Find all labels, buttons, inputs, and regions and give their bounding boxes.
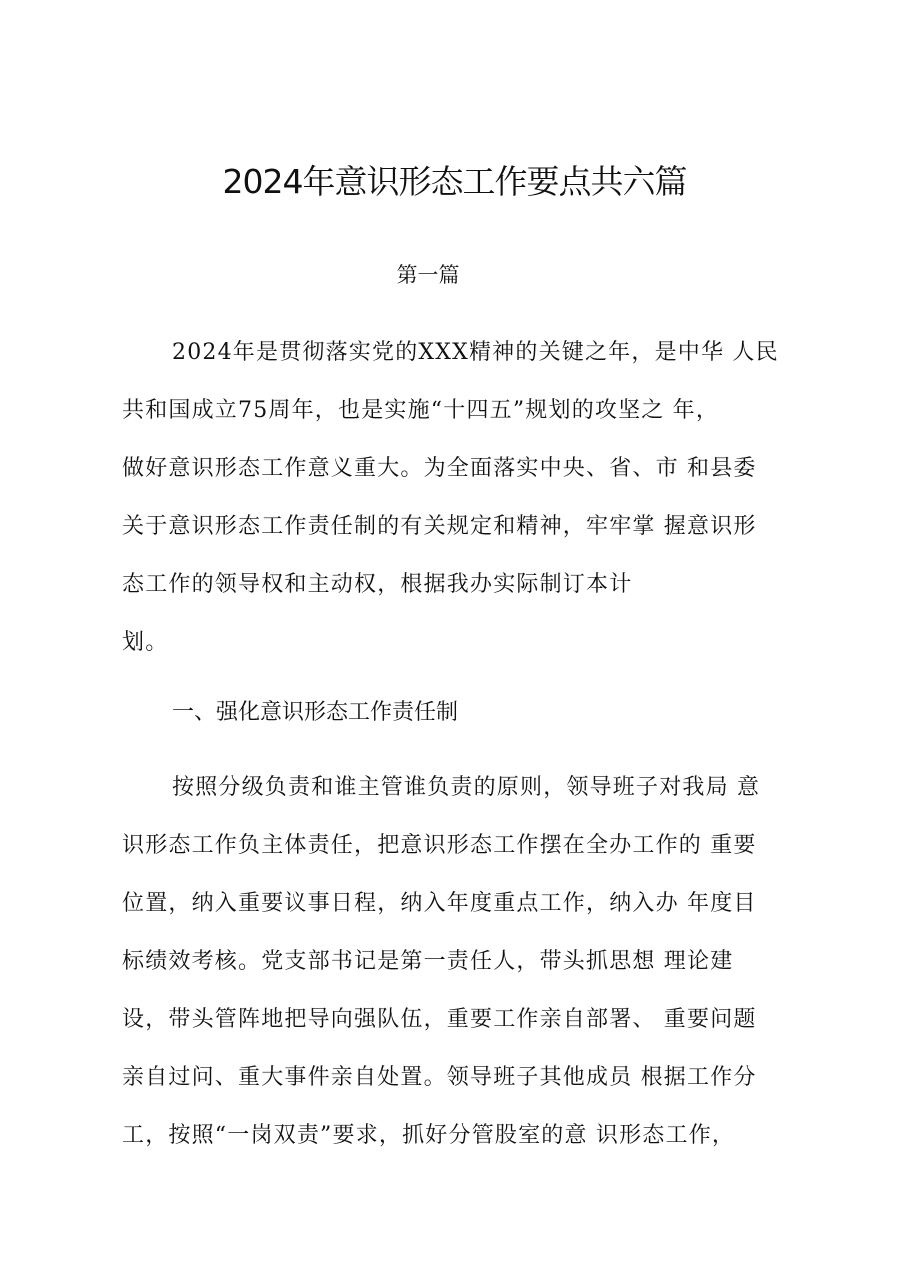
paragraph-line: 位置，纳入重要议事日程，纳入年度重点工作，纳入办 年度目 <box>122 891 757 916</box>
paragraph-line: 标绩效考核。党支部书记是第一责任人，带头抓思想 理论建 <box>122 949 734 974</box>
document-title: 2024年意识形态工作要点共六篇 <box>222 162 687 201</box>
paragraph-line: 2024年是贯彻落实党的XXX精神的关键之年，是中华 人民 <box>172 340 779 365</box>
paragraph-line: 划。 <box>122 630 169 655</box>
section-title: 第一篇 <box>396 263 460 287</box>
paragraph-line: 态工作的领导权和主动权，根据我办实际制订本计 <box>122 572 633 597</box>
paragraph-responsibility <box>122 773 802 1179</box>
paragraph-line: 共和国成立75周年，也是实施“十四五”规划的攻坚之 年， <box>122 398 720 423</box>
paragraph-line: 识形态工作负主体责任，把意识形态工作摆在全办工作的 重要 <box>122 833 757 858</box>
paragraph-line: 按照分级负责和谁主管谁负责的原则，领导班子对我局 意 <box>172 775 761 800</box>
paragraph-line: 亲自过问、重大事件亲自处置。领导班子其他成员 根据工作分 <box>122 1065 757 1090</box>
paragraph-line: 设，带头管阵地把导向强队伍，重要工作亲自部署、 重要问题 <box>122 1007 757 1032</box>
paragraph-line: 工，按照“一岗双责”要求，抓好分管股室的意 识形态工作， <box>122 1123 736 1148</box>
paragraph-line: 做好意识形态工作意义重大。为全面落实中央、省、市 和县委 <box>122 456 757 481</box>
paragraph-intro <box>122 338 802 686</box>
paragraph-line: 关于意识形态工作责任制的有关规定和精神，牢牢掌 握意识形 <box>122 514 757 539</box>
section-heading: 一、强化意识形态工作责任制 <box>172 700 459 725</box>
